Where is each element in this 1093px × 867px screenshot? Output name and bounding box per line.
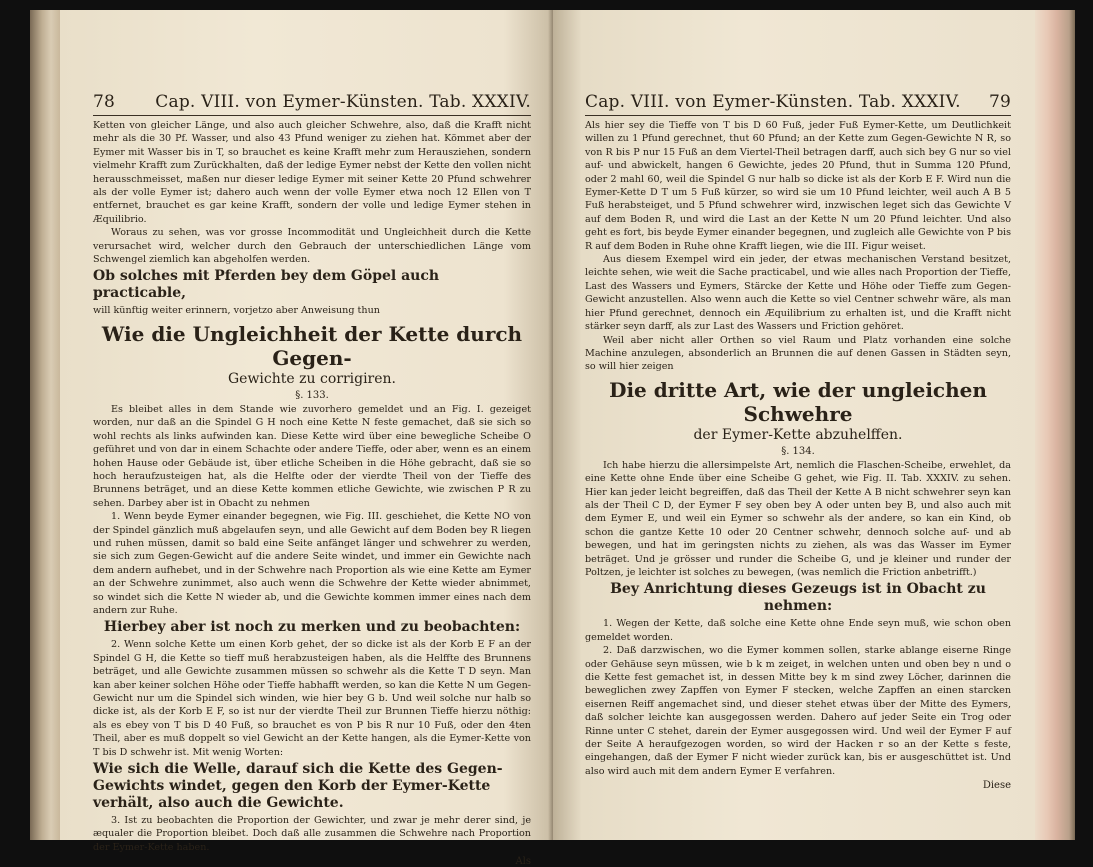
left-paragraph-1: Ketten von gleicher Länge, und also auch gleicher Schwehre, also, daß die Krafft nicht mehr als die 30 Pf. Wasser, und also 43 Pfund weniger zu ziehen hat. Kömmet aber der Eymer mit Wasser bis in T, so brauchet es keine Krafft mehr zum Herausziehen, sondern vielmehr Krafft zum Zurückhalten, daß der ledige Eymer nebst der Kette den vollen nicht herausschmeisset, maßen nur dieser ledige Eymer mit seiner Kette 20 Pfund schwehrer als der volle Eymer ist; dahero auch wenn der volle Eymer etwa noch 12 Ellen von T entfernet, brauchet es gar keine Krafft, sondern der volle und ledige Eymer stehen in Æquilibrio. (93, 120, 531, 225)
paragraph-134: Ich habe hierzu die allersimpelste Art, nemlich die Flaschen-Scheibe, erwehlet, da eine Kette ohne Ende über eine Scheibe G gehet, wie Fig. II. Tab. XXXIV. zu sehen. Hier kan jeder leicht begreiffen, daß das Theil der Kette A B nicht schwehrer seyn kan als der Theil C D, der Eymer F sey oben bey A oder unten bey B, und also auch mit dem Eymer E, und weil ein Eymer so schwehr als der andere, so kan ein Kind, ob schon die gantze Kette 10 oder 20 Centner schwehr, dennoch solche auf- und ab bewegen, und hat im geringsten nichts zu ziehen, als was das Wasser im Eymer beträget. Und je grösser und runder die Scheibe G, und je kleiner und runder der Poltzen, je leichter ist solches zu bewegen, (was nemlich die Friction anbetrifft.) (585, 459, 1011, 578)
right-main-heading-sub: der Eymer-Kette abzuhelffen. (693, 426, 903, 443)
section-134: §. 134. (781, 445, 815, 457)
right-catchword: Diese (982, 780, 1011, 792)
heading-obs: Bey Anrichtung dieses Gezeugs ist in Obacht zu nehmen: (610, 581, 986, 615)
book-spread (30, 10, 1075, 867)
obs-1: 1. Wegen der Kette, daß solche eine Kette ohne Ende seyn muß, wie schon oben gemeldet worden. (585, 618, 1011, 643)
section-133: §. 133. (295, 389, 329, 401)
obs-2: 2. Daß darzwischen, wo die Eymer kommen sollen, starke ablange eiserne Ringe oder Gehäuse seyn müssen, wie b k m zeiget, in welchen unten und oben bey n und o die Kette fest gemachet ist, in dessen Mitte bey k m sind zwey Löcher, darinnen die beweglichen zwey Zapffen von Eymer F stecken, welche Zapffen an einen starcken eisernen Reiff angemachet sind, und dieser stehet etwas über der Mitte des Eymers, daß solcher leichte kan ausgegossen werden. Dahero auf jeder Seite ein Trog oder Rinne unter C stehet, darein der Eymer ausgegossen wird. Und weil der Eymer F auf der Seite A heraufgezogen worden, so wird der Hacken r so an der Kette s feste, eingehangen, daß der Eymer F nicht wieder zurück kan, bis er ausgeschüttet ist. Und also wird auch mit dem andern Eymer E verfahren. (585, 645, 1011, 777)
heading-wheel: Wie sich die Welle, darauf sich die Kette des Gegen-Gewichts windet, gegen den Korb der Eymer-Kette verhält, also auch die Gewichte. (93, 761, 503, 812)
right-paragraph-2: Aus diesem Exempel wird ein jeder, der etwas mechanischen Verstand besitzet, leichte sehen, wie weit die Sache practicabel, und wie alles nach Proportion der Tieffe, Last des Wassers und Eymers, Stärcke der Kette und Höhe oder Tieffe zum Gegen-Gewicht anzustellen. Also wenn auch die Kette so viel Centner schwehr wäre, als man hier Pfund gerechnet, dennoch ein Æquilibrium zu erhalten ist, und die Krafft nicht stärker seyn darff, als zur Last des Wassers und Friction gehöret. (585, 254, 1011, 333)
right-running-title: Cap. VIII. von Eymer-Künsten. Tab. XXXIV. (585, 92, 961, 112)
page-edge-left (30, 10, 60, 840)
paragraph-133-a: Es bleibet alles in dem Stande wie zuvorhero gemeldet und an Fig. I. gezeiget worden, nur daß an die Spindel G H noch eine Kette N feste gemachet, daß sie sich so wohl rechts als links aufwinden kan. Diese Kette wird über eine bewegliche Scheibe O geführet und von dar in einem Schachte oder andere Tieffe, oder aber, wenn es an einem hohen Hause oder Gebäude ist, über etliche Scheiben in die Höhe gebracht, daß sie so hoch heraufzusteigen hat, als die Helfte oder der vierdte Theil von der Tieffe des Brunnens beträget, und an diese Kette kommen etliche Gewichte, wie zwischen P R zu sehen. Darbey aber ist in Obacht zu nehmen (93, 403, 531, 509)
heading-observe: Hierbey aber ist noch zu merken und zu beobachten: (103, 619, 521, 636)
right-page-number: 79 (988, 92, 1011, 112)
right-page (553, 10, 1035, 840)
left-main-heading-sub: Gewichte zu corrigiren. (227, 370, 396, 387)
right-running-header (585, 92, 1011, 116)
paragraph-2: 2. Wenn solche Kette um einen Korb gehet, der so dicke ist als der Korb E F an der Spindel G H, die Kette so tieff muß herabzusteigen haben, als die Helffte des Brunnens beträget, und alle Gewichte zusammen müssen so schwehr als die Kette T D seyn. Man kan aber keiner solchen Höhe oder Tieffe habhafft werden, so kan die Kette N um Gegen-Gewicht nur um die Spindel sich winden, wie hier bey G b. Und weil solche nur halb so dicke ist, als der Korb E F, so ist nur der vierdte Theil zur Brunnen Tieffe hierzu nöthig: als es ebey von T bis D 40 Fuß, so brauchet es von P bis R nur 10 Fuß, oder den 4ten Theil, aber es muß doppelt so viel Gewicht an der Kette hangen, als die Eymer-Kette von T bis D schwehr ist. Mit wenig Worten: (93, 639, 531, 758)
page-edge-right (1035, 10, 1075, 840)
left-paragraph-2: Woraus zu sehen, was vor grosse Incommodität und Ungleichheit durch die Kette verursachet wird, welcher durch den Gebrauch der unterschiedlichen Länge vom Schwengel ziemlich kan abgeholfen werden. (93, 227, 531, 266)
right-paragraph-1: Als hier sey die Tieffe von T bis D 60 Fuß, jeder Fuß Eymer-Kette, um Deutlichkeit willen zu 1 Pfund gerechnet, thut 60 Pfund; an der Kette zum Gegen-Gewichte N R, so von R bis P nur 15 Fuß an dem Viertel-Theil betragen darff, auch sich bey G nur so viel auf- und abwickelt, hangen 6 Gewichte, jedes 20 Pfund, thut in Summa 120 Pfund, oder 2 mahl 60, weil die Spindel G nur halb so dicke ist als der Korb E F. Wird nun die Eymer-Kette D T um 5 Fuß kürzer, so wird sie um 10 Pfund leichter, weil auch A B 5 Fuß herabsteiget, und 5 Pfund schwehrer wird, inzwischen leget sich das Gewichte V auf dem Boden R, und wird die Last an der Kette N um 20 Pfund leichter. Und also geht es fort, bis beyde Eymer einander begegnen, und zugleich alle Gewichte von P bis R auf dem Boden in Ruhe ohne Krafft liegen, wie die III. Figur weiset. (585, 120, 1011, 252)
heading-practicable: Ob solches mit Pferden bey dem Göpel auch practicable, (93, 268, 440, 302)
right-paragraph-3: Weil aber nicht aller Orthen so viel Raum und Platz vorhanden eine solche Machine anzulegen, absonderlich an Brunnen die auf denen Gassen in Städten seyn, so will hier zeigen (585, 334, 1011, 373)
note-practicable: will künftig weiter erinnern, vorjetzo aber Anweisung thun (93, 305, 380, 317)
paragraph-133-b: 1. Wenn beyde Eymer einander begegnen, wie Fig. III. geschiehet, die Kette NO von der Spindel gänzlich muß abgelaufen seyn, und alle Gewicht auf dem Boden bey R liegen und ruhen müssen, damit so bald eine Seite anfänget länger und schwehrer zu werden, sie sich zum Gegen-Gewicht auf die andere Seite windet, und immer ein Gewichte nach dem andern aufhebet, und in der Schwehre nach Proportion als wie eine Kette am Eymer an der Schwehre zunimmet, also auch wenn die Schwehre der Kette wieder abnimmet, so windet sich die Kette N wieder ab, und die Gewichte kommen immer eines nach dem andern zur Ruhe. (93, 511, 531, 616)
left-catchword: Als (515, 856, 531, 867)
left-running-header (93, 92, 531, 116)
left-page (60, 10, 553, 867)
right-main-heading: Die dritte Art, wie der ungleichen Schwehre (609, 377, 987, 426)
left-running-title: Cap. VIII. von Eymer-Künsten. Tab. XXXIV. (155, 92, 531, 112)
left-page-number: 78 (93, 92, 116, 112)
left-main-heading: Wie die Ungleichheit der Kette durch Gegen- (101, 321, 523, 370)
paragraph-3: 3. Ist zu beobachten die Proportion der Gewichter, und zwar je mehr derer sind, je æqualer die Proportion bleibet. Doch daß alle zusammen die Schwehre nach Proportion der Eymer-Kette haben. (93, 815, 531, 853)
